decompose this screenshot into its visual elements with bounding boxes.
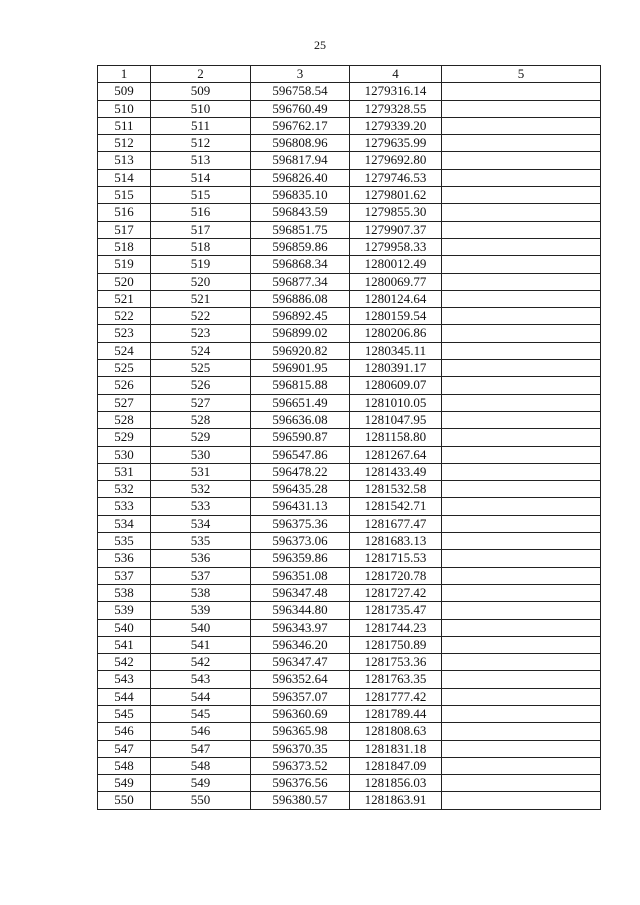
column-header-2: 2 [151, 66, 251, 83]
cell-x-coordinate: 596886.08 [251, 290, 350, 307]
cell-x-coordinate: 596373.06 [251, 533, 350, 550]
cell-note [442, 83, 601, 100]
cell-y-coordinate: 1279328.55 [350, 100, 442, 117]
cell-point-number: 543 [98, 671, 151, 688]
table-row [98, 775, 601, 792]
cell-note [442, 152, 601, 169]
cell-x-coordinate: 596826.40 [251, 169, 350, 186]
cell-x-coordinate: 596851.75 [251, 221, 350, 238]
cell-note [442, 636, 601, 653]
cell-point-id: 540 [151, 619, 251, 636]
cell-note [442, 360, 601, 377]
cell-point-number: 532 [98, 481, 151, 498]
cell-y-coordinate: 1279855.30 [350, 204, 442, 221]
cell-point-id: 538 [151, 584, 251, 601]
cell-x-coordinate: 596636.08 [251, 411, 350, 428]
cell-point-id: 550 [151, 792, 251, 809]
cell-x-coordinate: 596868.34 [251, 256, 350, 273]
cell-y-coordinate: 1280069.77 [350, 273, 442, 290]
cell-y-coordinate: 1281808.63 [350, 723, 442, 740]
table-row [98, 636, 601, 653]
cell-y-coordinate: 1281856.03 [350, 775, 442, 792]
cell-x-coordinate: 596815.88 [251, 377, 350, 394]
cell-x-coordinate: 596892.45 [251, 308, 350, 325]
table-header-row [98, 66, 601, 83]
cell-y-coordinate: 1281727.42 [350, 584, 442, 601]
table-row [98, 757, 601, 774]
cell-y-coordinate: 1279907.37 [350, 221, 442, 238]
cell-note [442, 169, 601, 186]
cell-note [442, 705, 601, 722]
cell-x-coordinate: 596435.28 [251, 481, 350, 498]
cell-y-coordinate: 1279316.14 [350, 83, 442, 100]
cell-y-coordinate: 1281789.44 [350, 705, 442, 722]
cell-note [442, 308, 601, 325]
table-row [98, 723, 601, 740]
cell-note [442, 411, 601, 428]
cell-note [442, 377, 601, 394]
cell-point-id: 509 [151, 83, 251, 100]
cell-x-coordinate: 596835.10 [251, 187, 350, 204]
cell-x-coordinate: 596817.94 [251, 152, 350, 169]
cell-point-id: 530 [151, 446, 251, 463]
cell-x-coordinate: 596651.49 [251, 394, 350, 411]
table-row [98, 792, 601, 809]
cell-y-coordinate: 1281735.47 [350, 602, 442, 619]
table-row [98, 619, 601, 636]
cell-note [442, 550, 601, 567]
cell-y-coordinate: 1281677.47 [350, 515, 442, 532]
cell-point-id: 511 [151, 117, 251, 134]
cell-x-coordinate: 596859.86 [251, 238, 350, 255]
cell-point-id: 535 [151, 533, 251, 550]
cell-point-number: 515 [98, 187, 151, 204]
cell-x-coordinate: 596920.82 [251, 342, 350, 359]
cell-y-coordinate: 1281047.95 [350, 411, 442, 428]
cell-point-id: 528 [151, 411, 251, 428]
cell-x-coordinate: 596899.02 [251, 325, 350, 342]
cell-point-number: 548 [98, 757, 151, 774]
cell-x-coordinate: 596344.80 [251, 602, 350, 619]
table-row [98, 446, 601, 463]
cell-x-coordinate: 596547.86 [251, 446, 350, 463]
cell-point-number: 509 [98, 83, 151, 100]
cell-x-coordinate: 596758.54 [251, 83, 350, 100]
table-row [98, 377, 601, 394]
table-row [98, 671, 601, 688]
table-row [98, 688, 601, 705]
cell-y-coordinate: 1280159.54 [350, 308, 442, 325]
table-row [98, 100, 601, 117]
table-row [98, 273, 601, 290]
cell-note [442, 567, 601, 584]
cell-x-coordinate: 596901.95 [251, 360, 350, 377]
cell-point-number: 526 [98, 377, 151, 394]
cell-point-number: 529 [98, 429, 151, 446]
cell-point-id: 510 [151, 100, 251, 117]
cell-point-id: 533 [151, 498, 251, 515]
cell-point-number: 523 [98, 325, 151, 342]
cell-x-coordinate: 596346.20 [251, 636, 350, 653]
cell-point-number: 510 [98, 100, 151, 117]
cell-point-number: 537 [98, 567, 151, 584]
cell-note [442, 135, 601, 152]
cell-point-id: 543 [151, 671, 251, 688]
table-row [98, 238, 601, 255]
column-header-1: 1 [98, 66, 151, 83]
cell-point-number: 524 [98, 342, 151, 359]
cell-point-number: 549 [98, 775, 151, 792]
cell-x-coordinate: 596877.34 [251, 273, 350, 290]
cell-y-coordinate: 1281267.64 [350, 446, 442, 463]
cell-point-number: 511 [98, 117, 151, 134]
table-row [98, 654, 601, 671]
table-row [98, 602, 601, 619]
cell-point-id: 546 [151, 723, 251, 740]
cell-point-number: 518 [98, 238, 151, 255]
table-row [98, 290, 601, 307]
cell-point-id: 548 [151, 757, 251, 774]
cell-point-number: 542 [98, 654, 151, 671]
cell-y-coordinate: 1281715.53 [350, 550, 442, 567]
table-row [98, 481, 601, 498]
cell-y-coordinate: 1281847.09 [350, 757, 442, 774]
cell-point-number: 525 [98, 360, 151, 377]
cell-point-id: 512 [151, 135, 251, 152]
table-row [98, 360, 601, 377]
cell-y-coordinate: 1279801.62 [350, 187, 442, 204]
cell-point-id: 534 [151, 515, 251, 532]
cell-y-coordinate: 1281744.23 [350, 619, 442, 636]
cell-point-number: 533 [98, 498, 151, 515]
cell-note [442, 342, 601, 359]
cell-note [442, 117, 601, 134]
column-header-5: 5 [442, 66, 601, 83]
table-row [98, 135, 601, 152]
cell-x-coordinate: 596343.97 [251, 619, 350, 636]
cell-x-coordinate: 596347.48 [251, 584, 350, 601]
cell-point-id: 519 [151, 256, 251, 273]
cell-note [442, 688, 601, 705]
cell-y-coordinate: 1281433.49 [350, 463, 442, 480]
cell-note [442, 238, 601, 255]
cell-point-id: 544 [151, 688, 251, 705]
cell-x-coordinate: 596431.13 [251, 498, 350, 515]
cell-note [442, 325, 601, 342]
cell-point-id: 529 [151, 429, 251, 446]
table-row [98, 187, 601, 204]
cell-point-id: 521 [151, 290, 251, 307]
cell-point-number: 536 [98, 550, 151, 567]
table-row [98, 325, 601, 342]
table-body [98, 83, 601, 809]
table-row [98, 498, 601, 515]
cell-x-coordinate: 596373.52 [251, 757, 350, 774]
table-row [98, 567, 601, 584]
column-header-4: 4 [350, 66, 442, 83]
cell-point-id: 525 [151, 360, 251, 377]
cell-note [442, 429, 601, 446]
cell-y-coordinate: 1281763.35 [350, 671, 442, 688]
cell-y-coordinate: 1281010.05 [350, 394, 442, 411]
cell-note [442, 757, 601, 774]
cell-point-number: 512 [98, 135, 151, 152]
cell-y-coordinate: 1281683.13 [350, 533, 442, 550]
cell-note [442, 481, 601, 498]
cell-point-number: 544 [98, 688, 151, 705]
cell-point-id: 541 [151, 636, 251, 653]
cell-point-number: 531 [98, 463, 151, 480]
cell-point-number: 547 [98, 740, 151, 757]
cell-x-coordinate: 596376.56 [251, 775, 350, 792]
cell-x-coordinate: 596590.87 [251, 429, 350, 446]
cell-note [442, 723, 601, 740]
cell-y-coordinate: 1281831.18 [350, 740, 442, 757]
cell-point-number: 534 [98, 515, 151, 532]
table-row [98, 83, 601, 100]
cell-note [442, 273, 601, 290]
table-row [98, 308, 601, 325]
cell-x-coordinate: 596843.59 [251, 204, 350, 221]
cell-point-id: 536 [151, 550, 251, 567]
table-row [98, 204, 601, 221]
cell-note [442, 792, 601, 809]
cell-note [442, 204, 601, 221]
cell-y-coordinate: 1281750.89 [350, 636, 442, 653]
cell-x-coordinate: 596808.96 [251, 135, 350, 152]
cell-point-id: 518 [151, 238, 251, 255]
cell-point-id: 532 [151, 481, 251, 498]
cell-y-coordinate: 1280345.11 [350, 342, 442, 359]
cell-note [442, 671, 601, 688]
column-header-3: 3 [251, 66, 350, 83]
cell-point-id: 524 [151, 342, 251, 359]
cell-y-coordinate: 1280012.49 [350, 256, 442, 273]
page-number: 25 [314, 38, 326, 52]
cell-note [442, 256, 601, 273]
cell-point-id: 542 [151, 654, 251, 671]
cell-point-number: 521 [98, 290, 151, 307]
cell-point-number: 513 [98, 152, 151, 169]
cell-point-number: 538 [98, 584, 151, 601]
cell-point-number: 517 [98, 221, 151, 238]
cell-point-id: 526 [151, 377, 251, 394]
cell-note [442, 533, 601, 550]
cell-y-coordinate: 1279635.99 [350, 135, 442, 152]
cell-x-coordinate: 596762.17 [251, 117, 350, 134]
table-row [98, 533, 601, 550]
cell-x-coordinate: 596347.47 [251, 654, 350, 671]
cell-note [442, 290, 601, 307]
cell-note [442, 740, 601, 757]
cell-y-coordinate: 1281777.42 [350, 688, 442, 705]
cell-point-id: 523 [151, 325, 251, 342]
cell-point-number: 539 [98, 602, 151, 619]
cell-point-id: 522 [151, 308, 251, 325]
cell-point-id: 537 [151, 567, 251, 584]
cell-point-id: 515 [151, 187, 251, 204]
table-row [98, 550, 601, 567]
table-row [98, 221, 601, 238]
table-row [98, 515, 601, 532]
cell-note [442, 463, 601, 480]
cell-point-id: 514 [151, 169, 251, 186]
cell-x-coordinate: 596370.35 [251, 740, 350, 757]
cell-y-coordinate: 1281532.58 [350, 481, 442, 498]
cell-point-id: 517 [151, 221, 251, 238]
cell-x-coordinate: 596352.64 [251, 671, 350, 688]
cell-point-id: 531 [151, 463, 251, 480]
cell-point-id: 520 [151, 273, 251, 290]
cell-y-coordinate: 1281863.91 [350, 792, 442, 809]
cell-point-number: 519 [98, 256, 151, 273]
cell-point-number: 546 [98, 723, 151, 740]
cell-y-coordinate: 1279958.33 [350, 238, 442, 255]
cell-y-coordinate: 1280609.07 [350, 377, 442, 394]
cell-point-id: 539 [151, 602, 251, 619]
cell-point-id: 547 [151, 740, 251, 757]
table-row [98, 342, 601, 359]
cell-point-number: 527 [98, 394, 151, 411]
cell-x-coordinate: 596375.36 [251, 515, 350, 532]
cell-point-id: 516 [151, 204, 251, 221]
cell-y-coordinate: 1281753.36 [350, 654, 442, 671]
table-row [98, 429, 601, 446]
cell-note [442, 515, 601, 532]
table-row [98, 117, 601, 134]
cell-y-coordinate: 1281158.80 [350, 429, 442, 446]
table-row [98, 463, 601, 480]
cell-point-id: 527 [151, 394, 251, 411]
cell-note [442, 498, 601, 515]
table-row [98, 411, 601, 428]
cell-point-number: 528 [98, 411, 151, 428]
cell-point-number: 541 [98, 636, 151, 653]
cell-note [442, 187, 601, 204]
cell-note [442, 602, 601, 619]
cell-x-coordinate: 596357.07 [251, 688, 350, 705]
cell-x-coordinate: 596478.22 [251, 463, 350, 480]
cell-y-coordinate: 1280206.86 [350, 325, 442, 342]
table-row [98, 740, 601, 757]
cell-note [442, 775, 601, 792]
table-row [98, 169, 601, 186]
table-row [98, 394, 601, 411]
cell-point-id: 545 [151, 705, 251, 722]
coordinates-table [97, 65, 601, 810]
cell-x-coordinate: 596351.08 [251, 567, 350, 584]
cell-y-coordinate: 1281720.78 [350, 567, 442, 584]
cell-note [442, 100, 601, 117]
cell-note [442, 394, 601, 411]
cell-y-coordinate: 1279692.80 [350, 152, 442, 169]
cell-y-coordinate: 1279339.20 [350, 117, 442, 134]
cell-point-number: 520 [98, 273, 151, 290]
cell-point-number: 550 [98, 792, 151, 809]
cell-note [442, 221, 601, 238]
cell-note [442, 654, 601, 671]
cell-y-coordinate: 1279746.53 [350, 169, 442, 186]
cell-point-id: 549 [151, 775, 251, 792]
table-row [98, 152, 601, 169]
cell-point-id: 513 [151, 152, 251, 169]
cell-note [442, 584, 601, 601]
cell-x-coordinate: 596360.69 [251, 705, 350, 722]
cell-x-coordinate: 596760.49 [251, 100, 350, 117]
cell-x-coordinate: 596365.98 [251, 723, 350, 740]
cell-point-number: 522 [98, 308, 151, 325]
cell-x-coordinate: 596359.86 [251, 550, 350, 567]
cell-x-coordinate: 596380.57 [251, 792, 350, 809]
table-row [98, 256, 601, 273]
cell-point-number: 535 [98, 533, 151, 550]
cell-y-coordinate: 1281542.71 [350, 498, 442, 515]
cell-point-number: 516 [98, 204, 151, 221]
cell-point-number: 545 [98, 705, 151, 722]
cell-y-coordinate: 1280391.17 [350, 360, 442, 377]
cell-y-coordinate: 1280124.64 [350, 290, 442, 307]
table-row [98, 584, 601, 601]
cell-point-number: 530 [98, 446, 151, 463]
cell-note [442, 446, 601, 463]
cell-note [442, 619, 601, 636]
cell-point-number: 540 [98, 619, 151, 636]
cell-point-number: 514 [98, 169, 151, 186]
table-row [98, 705, 601, 722]
